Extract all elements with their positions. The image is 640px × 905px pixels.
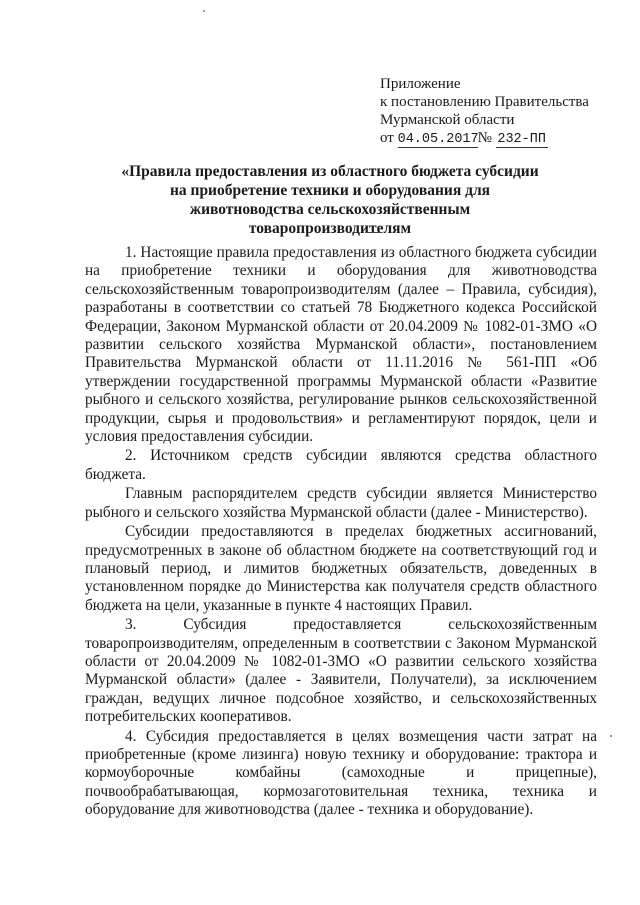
scan-speck — [610, 735, 612, 737]
date-prefix: от — [380, 130, 394, 146]
appendix-header — [380, 75, 620, 148]
paragraph-1: 1. Настоящие правила предоставления из областного бюджета субсидии на приобретение техники и оборудования для животноводства сельскохозяйственным товаропроизводителям (далее – Правила, субсидия), разработаны в соответствии со статьей 78 Бюджетного кодекса Российской Федерации, Законом Мурманской области от 20.04.2009 № 1082-01-ЗМО «О развитии сельского хозяйства Мурманской области», постановлением Правительства Мурманской области от 11.11.2016 № 561-ПП «Об утверждении государственной программы Мурманской области «Развитие рыбного и сельского хозяйства, регулирование рынков сельскохозяйственной продукции, сырья и продовольствия» и регламентируют порядок, цели и условия предоставления субсидии. — [85, 244, 597, 446]
scan-speck — [203, 10, 205, 12]
appendix-decree-line: к постановлению Правительства — [380, 94, 589, 110]
appendix-label: Приложение — [380, 76, 461, 92]
appendix-date-line — [380, 129, 620, 148]
paragraph-6: 4. Субсидия предоставляется в целях возмещения части затрат на приобретенные (кроме лизинга) новую технику и оборудование: трактора и кормоуборочные комбайны (самоходные и прицепные), почвообрабатывающая, кормозаготовительная техника, техника и оборудование для животноводства (далее - техника и оборудование). — [85, 727, 597, 819]
decree-number: 232-ПП — [497, 132, 546, 147]
paragraph-5: 3. Субсидия предоставляется сельскохозяйственным товаропроизводителям, определенным в соответствии с Законом Мурманской области от 20.04.2009 № 1082-01-ЗМО «О развитии сельского хозяйства Мурманской области» (далее - Заявители, Получатели), за исключением граждан, ведущих личное подсобное хозяйство, и сельскохозяйственных потребительских кооперативов. — [85, 616, 597, 726]
paragraph-4: Субсидии предоставляются в пределах бюджетных ассигнований, предусмотренных в законе об областном бюджете на соответствующий год и плановый период, и лимитов бюджетных обязательств, доведенных в установленном порядке до Министерства как получателя средств областного бюджета на цели, указанные в пункте 4 настоящих Правил. — [85, 523, 597, 614]
number-sign: № — [477, 130, 492, 146]
document-body — [85, 244, 597, 821]
appendix-region-line: Мурманской области — [380, 112, 515, 128]
paragraph-2: 2. Источником средств субсидии являются средства областного бюджета. — [85, 447, 597, 483]
document-title: «Правила предоставления из областного бюджета субсидии на приобретение техники и оборудования для животноводства сельскохозяйственным товаропроизводителям — [121, 163, 539, 237]
separator-dash — [366, 232, 382, 233]
paragraph-3: Главным распорядителем средств субсидии является Министерство рыбного и сельского хозяйства Мурманской области (далее - Министерство). — [85, 485, 597, 521]
decree-date: 04.05.2017 — [397, 132, 479, 147]
